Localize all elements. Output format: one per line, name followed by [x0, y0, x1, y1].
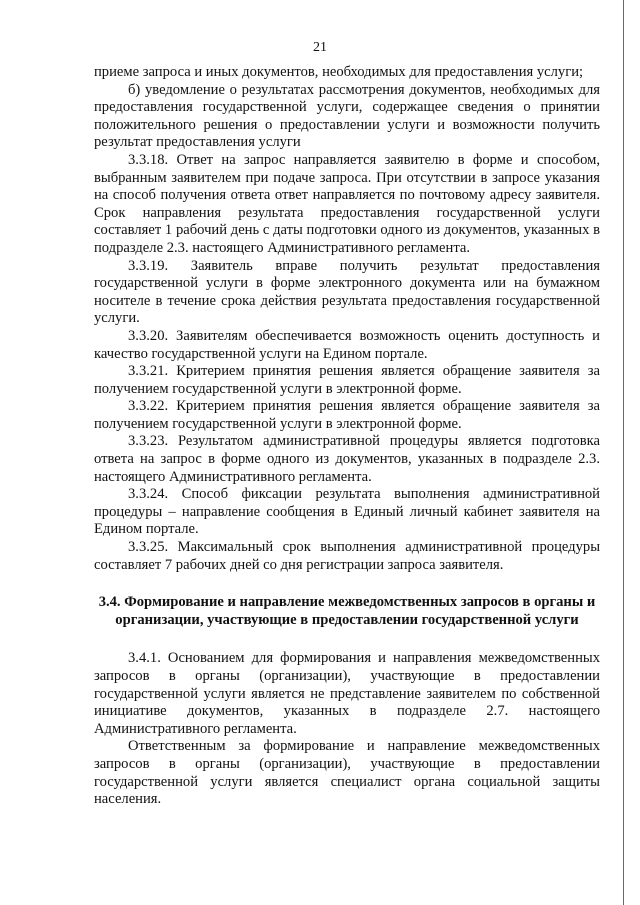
page-edge-line: [623, 0, 624, 905]
paragraph-3-3-19: 3.3.19. Заявитель вправе получить результат предоставления государственной услуги в форме электронного документа или на бумажном носителе в течение срока действия результата предоставления государственной услуги.: [94, 257, 600, 327]
paragraph-3-4-1: 3.4.1. Основанием для формирования и направления межведомственных запросов в органы (организации), участвующие в предоставлении государственной услуги является не представление заявителем по собственной инициативе документов, указанных в подразделе 2.7. настоящего Административного регламента.: [94, 650, 600, 737]
paragraph: б) уведомление о результатах рассмотрения документов, необходимых для предоставления государственной услуги, содержащее сведения о принятии положительного решения о предоставлении услуги и возможности получить результат предоставления услуги: [94, 81, 600, 151]
paragraph-3-3-23: 3.3.23. Результатом административной процедуры является подготовка ответа на запрос в форме одного из документов, указанных в подразделе 2.3. настоящего Административного регламента.: [94, 433, 600, 485]
paragraph: Ответственным за формирование и направление межведомственных запросов в органы (организации), участвующие в предоставлении государственной услуги является специалист органа социальной защиты населения.: [94, 738, 600, 808]
paragraph-3-3-21: 3.3.21. Критерием принятия решения является обращение заявителя за получением государственной услуги в электронной форме.: [94, 363, 600, 397]
paragraph-3-3-20: 3.3.20. Заявителям обеспечивается возможность оценить доступность и качество государственной услуги на Едином портале.: [94, 327, 600, 362]
paragraph-3-3-24: 3.3.24. Способ фиксации результата выполнения административной процедуры – направление сообщения в Единый личный кабинет заявителя на Едином портале.: [94, 486, 600, 538]
paragraph-3-3-22: 3.3.22. Критерием принятия решения является обращение заявителя за получением государственной услуги в электронной форме.: [94, 398, 600, 432]
paragraph: приеме запроса и иных документов, необходимых для предоставления услуги;: [94, 64, 584, 80]
page-number: 21: [313, 40, 327, 55]
paragraph-3-3-25: 3.3.25. Максимальный срок выполнения административной процедуры составляет 7 рабочих дней со дня регистрации запроса заявителя.: [94, 539, 600, 573]
paragraph-3-3-18: 3.3.18. Ответ на запрос направляется заявителю в форме и способом, выбранным заявителем при подаче запроса. При отсутствии в запросе указания на способ получения ответа ответ направляется по почтовому адресу заявителя. Срок направления результата предоставления государственной услуги составляет 1 рабочий день с даты подготовки одного из документов, указанных в подразделе 2.3. настоящего Административного регламента.: [94, 151, 600, 256]
section-heading: 3.4. Формирование и направление межведомственных запросов в органы и организации, участвующие в предоставлении государственной услуги: [98, 594, 596, 628]
document-body: [94, 64, 600, 809]
